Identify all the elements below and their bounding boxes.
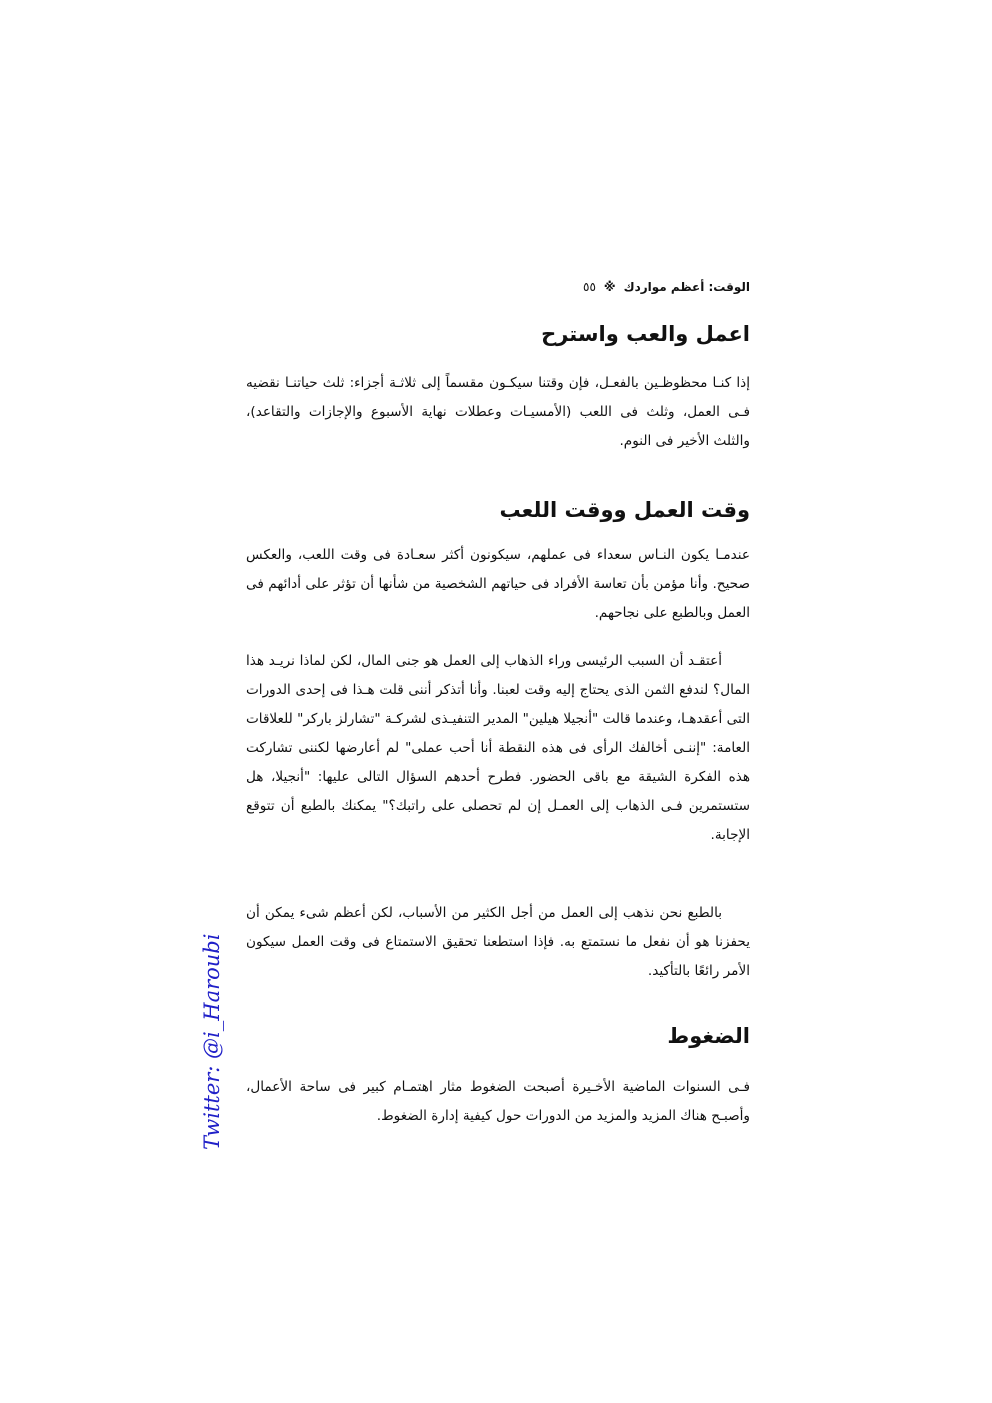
- page-number: ٥٥: [583, 280, 596, 294]
- running-header: [246, 277, 750, 297]
- running-title: الوقت: أعظم مواردك: [623, 280, 750, 294]
- section-heading-stress: الضغوط: [667, 1024, 750, 1048]
- paragraph: فـى السنوات الماضية الأخـيرة أصبحت الضغوط مثار اهتمـام كبير فى ساحة الأعمال، وأصبـح هناك المزيد والمزيد من الدورات حول كيفية إدارة الضغوط.: [246, 1079, 750, 1124]
- paragraph: أعتقـد أن السبب الرئيسى وراء الذهاب إلى العمل هو جنى المال، لكن لماذا نريـد هذا المال؟ لندفع الثمن الذى يحتاج إليه وقت لعبنا. وأنا أتذكر أننى قلت هـذا فى إحدى الدورات التى أعقدهـا، وعندما قالت "أنجيلا هيلين" المدير التنفيـذى لشركـة "تشارلز باركر" للعلاقات العامة: "إننـى أخالفك الرأى فى هذه النقطة أنا أحب عملى" لم أعارضها لكننى تشاركت هذه الفكرة الشيقة مع باقى الحضور. فطرح أحدهم السؤال التالى عليها: "أنجيلا، هل ستستمرين فـى الذهاب إلى العمـل إن لم تحصلى على راتبك؟" يمكنك بالطبع أن تتوقع الإجابة.: [246, 653, 750, 843]
- twitter-watermark: Twitter: @i_Haroubi: [200, 933, 224, 1150]
- ornament-icon: ※: [603, 280, 616, 294]
- section-heading-work-time-play-time: وقت العمل ووقت اللعب: [499, 498, 750, 522]
- paragraph: بالطبع نحن نذهب إلى العمل من أجل الكثير من الأسباب، لكن أعظم شىء يمكن أن يحفزنا هو أن نفعل ما نستمتع به. فإذا استطعنا تحقيق الاستمتاع فى وقت العمل سيكون الأمر رائعًا بالتأكيد.: [246, 905, 750, 979]
- section-heading-work-play-rest: اعمل والعب واسترح: [541, 322, 750, 346]
- paragraph: عندمـا يكون النـاس سعداء فى عملهم، سيكونون أكثر سعـادة فى وقت اللعب، والعكس صحيح. وأنا مؤمن بأن تعاسة الأفراد فى حياتهم الشخصية من شأنها أن تؤثر على أدائهم فى العمل وبالطبع على نجاحهم.: [246, 547, 750, 621]
- paragraph: إذا كنـا محظوظـين بالفعـل، فإن وقتنا سيكـون مقسماً إلى ثلاثـة أجزاء: ثلث حياتنـا نقضيه فـى العمل، وثلث فى اللعب (الأمسيـات وعطلات نهاية الأسبوع والإجازات والتقاعد)، والثلث الأخير فى النوم.: [246, 375, 750, 449]
